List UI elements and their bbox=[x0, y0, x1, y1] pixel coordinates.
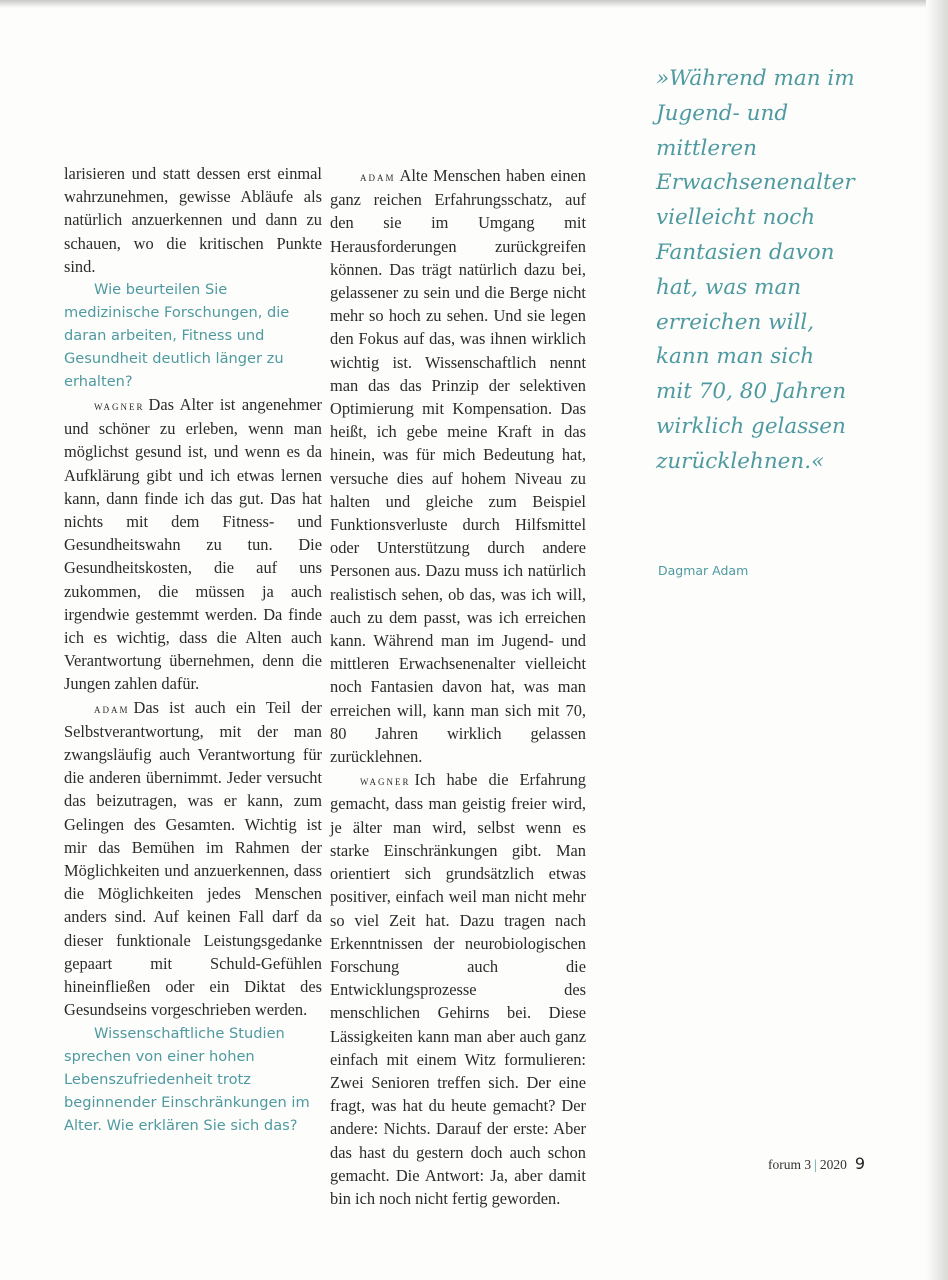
interview-question-1: Wie beurteilen Sie medizinische Forschungen, die daran arbeiten, Fitness und Gesundheit deutlich länger zu erhalten? bbox=[64, 281, 290, 391]
page-number: 9 bbox=[854, 1154, 866, 1173]
adam-answer-1 bbox=[64, 696, 322, 1022]
paragraph-continuation: larisieren und statt dessen erst einmal wahrzunehmen, gewisse Abläufe als natürlich anzuerkennen und dann zu schauen, wo die kritischen Punkte sind. bbox=[64, 164, 322, 276]
speaker-label: adam bbox=[360, 169, 396, 184]
answer-text: Ich habe die Erfahrung gemacht, dass man geistig freier wird, je älter man wird, selbst wenn es starke Einschränkungen gibt. Man orientiert sich grundsätzlich etwas positiver, einfach weil man nicht mehr so viel Zeit hat. Dazu tragen nach Erkenntnissen der neurobiologischen Forschung auch die Entwicklungsprozesse des menschlichen Gehirns bei. Diese Lässigkeiten kann man aber auch ganz einfach mit einem Witz formulieren: Zwei Senioren treffen sich. Der eine fragt, was hat du heute gemacht? Der andere: Nichts. Darauf der erste: Aber das hast du gestern doch auch schon gemacht. Die Antwort: Ja, aber damit bin ich noch nicht fertig geworden. bbox=[330, 770, 586, 1208]
wagner-answer-1 bbox=[64, 393, 322, 696]
answer-text: Das Alter ist angenehmer und schöner zu erleben, wenn man möglichst gesund ist, und wenn es da Aufklärung gibt und ich etwas lernen kann, dann finde ich das gut. Das hat nichts mit dem Fitness- und Gesundheitswahn zu tun. Die Gesundheitskosten, die auf uns zukommen, die müssen ja auch irgendwie gestemmt werden. Da finde ich es wichtig, dass die Alten auch Verantwortung übernehmen, denn die Jungen zahlen dafür. bbox=[64, 395, 322, 694]
speaker-label: adam bbox=[94, 700, 130, 716]
speaker-label: wagner bbox=[360, 773, 411, 789]
text-column-2 bbox=[330, 164, 586, 1210]
page-footer bbox=[768, 1154, 865, 1173]
footer-separator: | bbox=[814, 1157, 817, 1172]
page-right-edge bbox=[926, 0, 948, 1280]
answer-text: Alte Menschen haben einen ganz reichen Erfahrungsschatz, auf den sie im Umgang mit Herausforderungen zurückgreifen können. Das trägt natürlich dazu bei, gelassener zu sein und die Berge nicht mehr so hoch zu sehen. Und sie legen den Fokus auf das, was ihnen wirklich wichtig ist. Wissenschaftlich nennt man das das Prinzip der selektiven Optimierung mit Kompensation. Das heißt, ich gebe meine Kraft in das hinein, was für mich Bedeutung hat, versuche dies auf hohem Niveau zu halten und gleiche zum Beispiel Funktionsverluste durch Hilfsmittel oder Unterstützung durch andere Personen aus. Dazu muss ich natürlich realistisch sehen, ob das, was ich will, auch zu dem passt, was ich erreichen kann. Während man im Jugend- und mittleren Erwachsenenalter vielleicht noch Fantasien davon hat, was man erreichen will, kann man sich mit 70, 80 Jahren wirklich gelassen zurücklehnen. bbox=[330, 166, 586, 767]
text-column-1 bbox=[64, 162, 322, 1137]
pull-quote-author: Dagmar Adam bbox=[658, 563, 749, 578]
wagner-answer-2 bbox=[330, 768, 586, 1210]
pull-quote: »Während man im Jugend- und mittleren Erwachsenenalter vielleicht noch Fantasien davon hat, was man erreichen will, kann man sich mit 70, 80 Jahren wirklich gelassen zurücklehnen.« bbox=[656, 66, 855, 474]
page-top-edge bbox=[0, 0, 948, 8]
issue-year: 2020 bbox=[819, 1157, 847, 1172]
magazine-name: forum 3 bbox=[768, 1157, 812, 1172]
answer-text: Das ist auch ein Teil der Selbstverantwortung, mit der man zwangsläufig auch Verantwortung für die anderen übernimmt. Jeder versucht das beizutragen, was er kann, zum Gelingen des Gesamten. Wichtig ist mir das Bemühen im Rahmen der Möglichkeiten und anzuerkennen, dass die Möglichkeiten jedes Menschen anders sind. Auf keinen Fall darf da dieser funktionale Leistungsgedanke gepaart mit Schuld-Gefühlen hineinfließen oder ein Diktat des Gesundseins vorgeschrieben werden. bbox=[64, 697, 322, 1020]
interview-question-2: Wissenschaftliche Studien sprechen von einer hohen Lebenszufriedenheit trotz beginnender Einschränkungen im Alter. Wie erklären Sie sich das? bbox=[64, 1024, 310, 1134]
speaker-label: wagner bbox=[94, 398, 145, 414]
adam-answer-2 bbox=[330, 164, 586, 768]
